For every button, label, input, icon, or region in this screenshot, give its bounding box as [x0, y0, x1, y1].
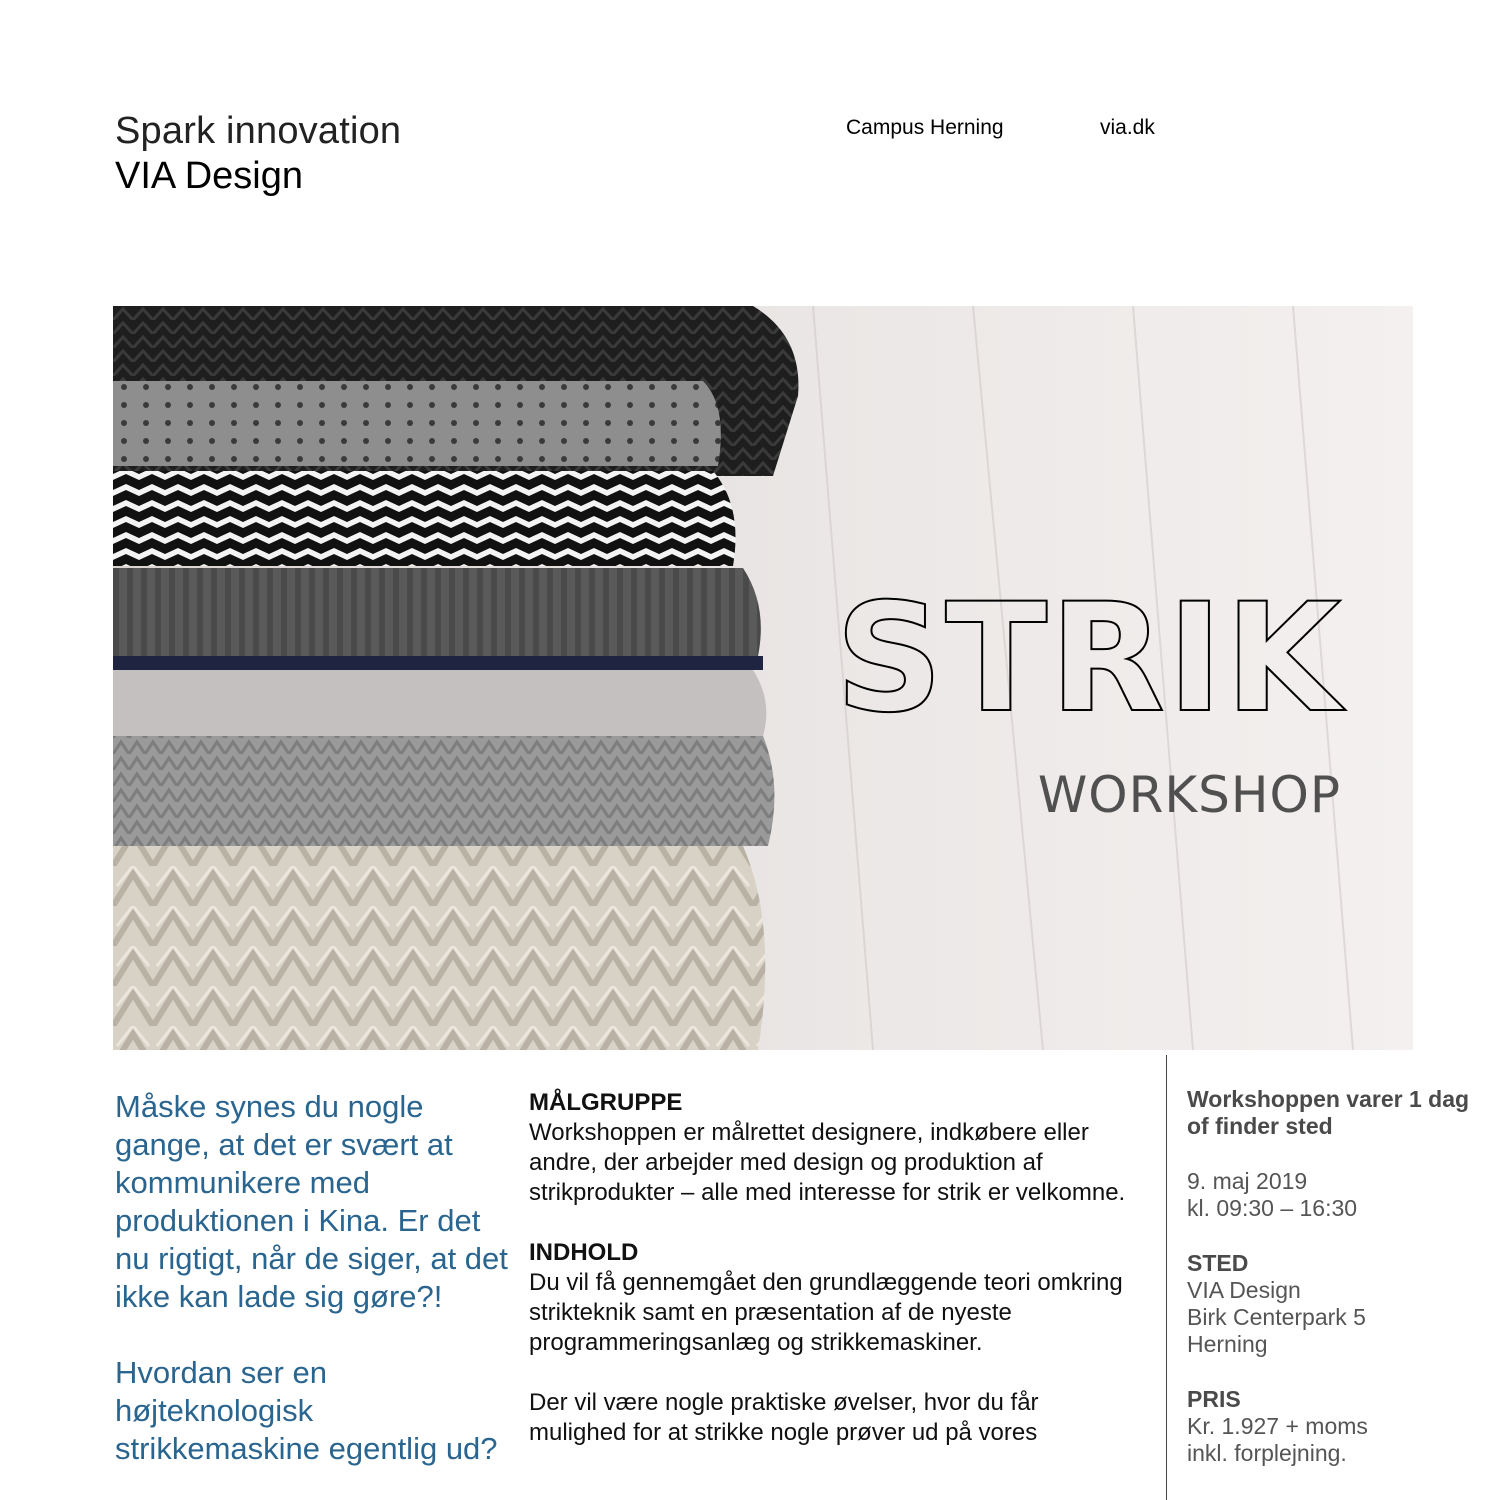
info-sidebar — [1187, 1086, 1487, 1467]
sted-heading: STED — [1187, 1250, 1249, 1276]
brand-name: VIA Design — [115, 155, 303, 197]
sted-line: Herning — [1187, 1331, 1268, 1357]
hero-title: STRIK — [835, 572, 1343, 746]
pris-heading: PRIS — [1187, 1386, 1241, 1412]
website-link[interactable]: via.dk — [1100, 116, 1155, 139]
intro-paragraph: Måske synes du nogle gange, at det er svært at kommunikere med produktionen i Kina. Er det nu rigtigt, når de siger, at det ikke kan lade sig gøre?! — [115, 1089, 508, 1314]
event-time: kl. 09:30 – 16:30 — [1187, 1195, 1358, 1221]
event-date: 9. maj 2019 — [1187, 1168, 1308, 1194]
duration-text: Workshoppen varer 1 dag of finder sted — [1187, 1086, 1470, 1139]
intro-question: Hvordan ser en højteknologisk strikkemaskine egentlig ud? — [115, 1355, 498, 1466]
column-divider — [1166, 1055, 1167, 1500]
sted-line: Birk Centerpark 5 — [1187, 1304, 1366, 1330]
intro-column — [115, 1088, 515, 1468]
malgruppe-heading: MÅLGRUPPE — [529, 1089, 683, 1116]
hero-image — [113, 306, 1413, 1050]
ovelser-text: Der vil være nogle praktiske øvelser, hvor du får mulighed for at strikke nogle prøver ud på vores — [529, 1389, 1039, 1446]
malgruppe-text: Workshoppen er målrettet designere, indkøbere eller andre, der arbejder med design og produktion af strikprodukter – alle med interesse for strik er velkomne. — [529, 1119, 1126, 1206]
body-column — [529, 1088, 1139, 1448]
indhold-heading: INDHOLD — [529, 1239, 639, 1266]
brand-tagline: Spark innovation — [115, 110, 402, 152]
sted-line: VIA Design — [1187, 1277, 1301, 1303]
campus-label: Campus Herning — [846, 116, 1004, 139]
indhold-text: Du vil få gennemgået den grundlæggende teori omkring strikteknik samt en præsentation af de nyeste programmeringsanlæg og strikkemaskiner. — [529, 1269, 1123, 1356]
pris-line: inkl. forplejning. — [1187, 1440, 1347, 1466]
pris-line: Kr. 1.927 + moms — [1187, 1413, 1368, 1439]
hero-subtitle: WORKSHOP — [1037, 766, 1341, 824]
